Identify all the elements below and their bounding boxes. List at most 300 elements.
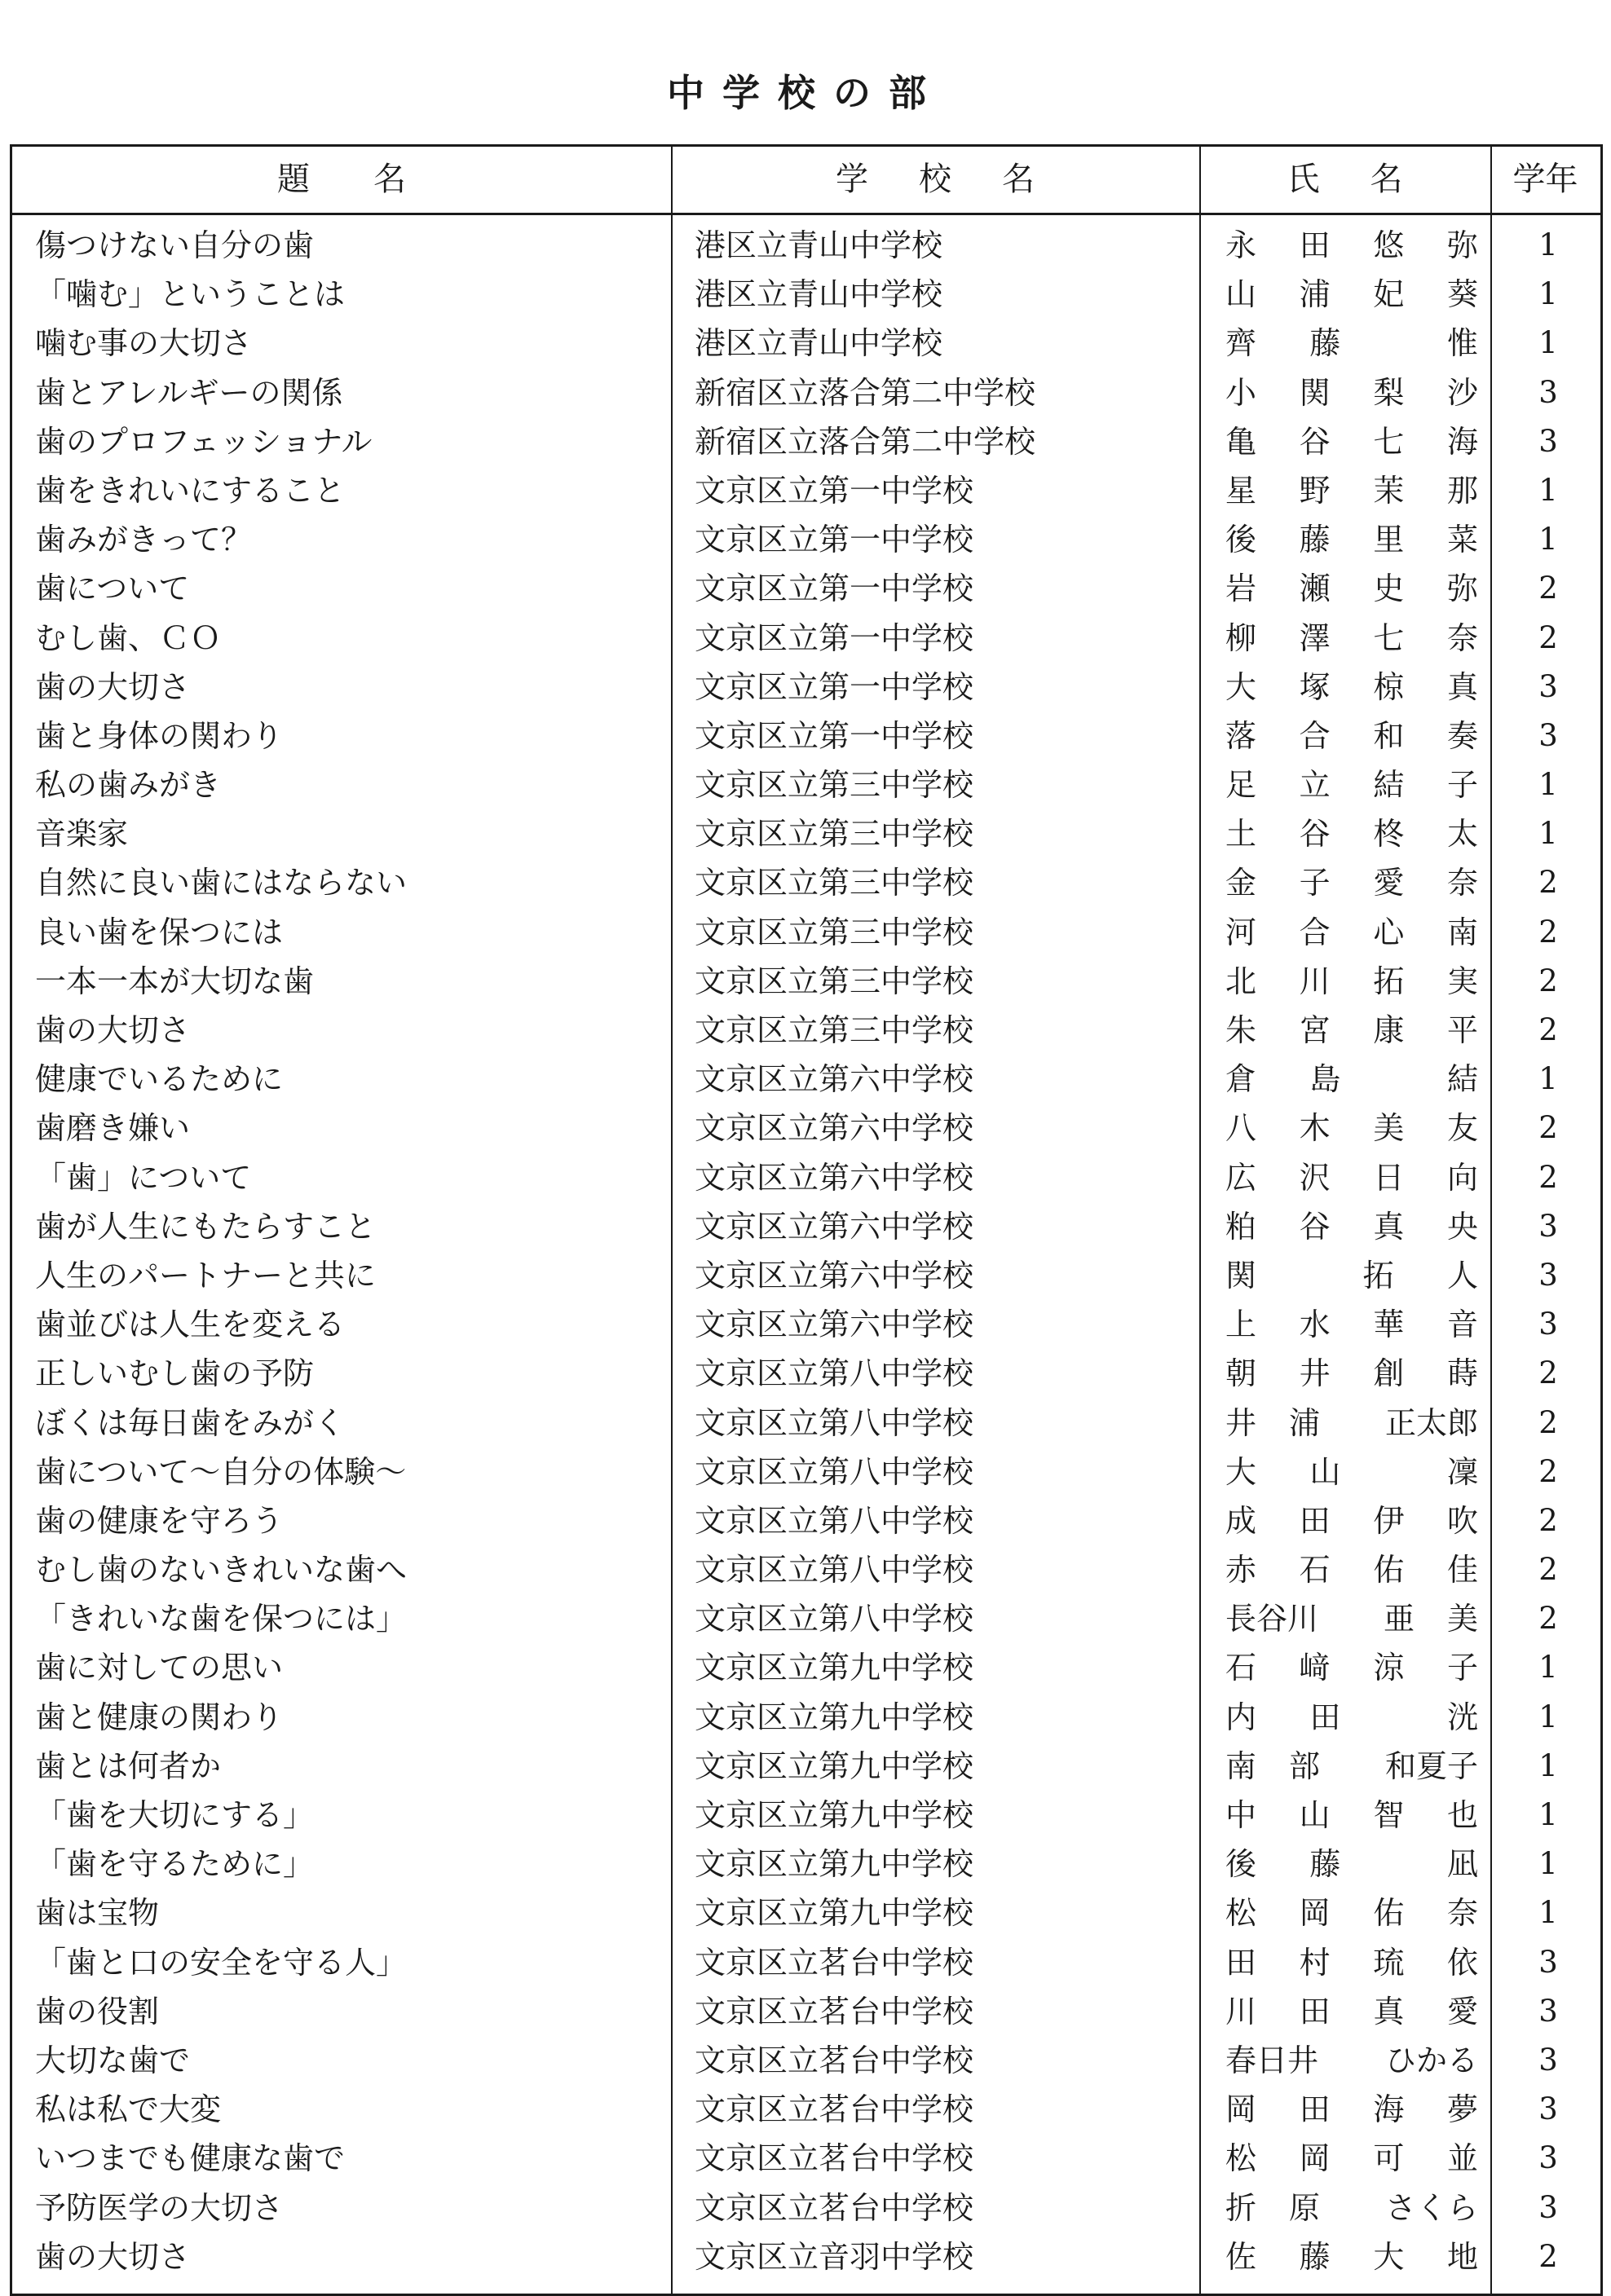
name-part: 正太郎 [1384, 1404, 1478, 1441]
name-part: 朱 [1225, 1012, 1257, 1048]
name-part: 田 [1309, 1699, 1341, 1735]
school-name: 文京区立第六中学校 [695, 1061, 974, 1098]
name-part: 弥 [1446, 227, 1478, 263]
header-school: 学校名 [836, 161, 1085, 198]
name-part: 谷 [1299, 816, 1331, 853]
name-part: 齊 [1225, 325, 1257, 362]
name-part: 松 [1225, 2140, 1257, 2177]
student-name [1225, 1153, 1486, 1202]
name-part: 華 [1373, 1307, 1405, 1343]
entry-title: 歯の健康を守ろう [35, 1502, 284, 1539]
entry-title: 「歯と口の安全を守る人」 [35, 1944, 408, 1981]
grade: 1 [1538, 472, 1558, 508]
name-part: 野 [1299, 472, 1331, 509]
school-name: 文京区立第三中学校 [695, 816, 974, 853]
grade: 2 [1538, 1012, 1558, 1047]
name-part: 田 [1225, 1944, 1257, 1981]
name-part: 倉 [1225, 1061, 1257, 1098]
entry-title: 歯について～自分の体験～ [35, 1453, 407, 1490]
grade: 1 [1538, 1797, 1558, 1832]
school-name: 文京区立第九中学校 [695, 1797, 974, 1833]
name-part: 佳 [1446, 1552, 1478, 1589]
name-part: 立 [1299, 767, 1331, 804]
school-name: 文京区立第八中学校 [695, 1502, 974, 1539]
name-part: 美 [1446, 1601, 1478, 1637]
entry-title: 歯と健康の関わり [35, 1699, 284, 1735]
name-part: 原 [1289, 2189, 1321, 2226]
table-row [12, 1202, 1600, 1251]
school-name: 文京区立第一中学校 [695, 668, 974, 705]
name-part: 洸 [1446, 1699, 1478, 1735]
student-name [1225, 2134, 1486, 2183]
table-row [12, 1153, 1600, 1202]
grade: 2 [1538, 1110, 1558, 1146]
school-name: 文京区立第一中学校 [695, 619, 974, 656]
name-part: 合 [1299, 914, 1331, 950]
name-part: 奏 [1446, 717, 1478, 754]
school-name: 文京区立第八中学校 [695, 1552, 974, 1589]
student-name [1225, 1840, 1486, 1888]
header-title: 題名 [277, 161, 470, 198]
name-part: 川 [1299, 963, 1331, 999]
grade: 1 [1538, 1061, 1558, 1097]
grade: 3 [1538, 374, 1558, 410]
grade: 1 [1538, 325, 1558, 361]
name-part: 和 [1373, 717, 1405, 754]
name-part: 向 [1446, 1159, 1478, 1196]
name-part: 合 [1299, 717, 1331, 754]
name-part: 土 [1225, 816, 1257, 853]
table-row [12, 1888, 1600, 1937]
name-part: 﨑 [1299, 1650, 1331, 1686]
entry-title: 歯の大切さ [35, 2238, 191, 2275]
student-name [1225, 1349, 1486, 1398]
name-part: 島 [1309, 1061, 1341, 1098]
school-name: 文京区立音羽中学校 [695, 2238, 974, 2275]
entry-title: 噛む事の大切さ [35, 325, 253, 362]
school-name: 文京区立第九中学校 [695, 1699, 974, 1735]
entry-title: 正しいむし歯の予防 [35, 1355, 315, 1392]
student-name [1225, 1594, 1486, 1643]
name-part: 実 [1446, 963, 1478, 999]
name-part: 奈 [1446, 1895, 1478, 1932]
student-name [1225, 221, 1486, 270]
school-name: 文京区立第三中学校 [695, 1012, 974, 1048]
school-name: 文京区立第八中学校 [695, 1355, 974, 1392]
entry-title: 歯は宝物 [35, 1895, 160, 1932]
grade: 1 [1538, 227, 1558, 262]
table-row [12, 1448, 1600, 1496]
grade: 3 [1538, 2189, 1558, 2225]
name-part: 石 [1299, 1552, 1331, 1589]
grade: 3 [1538, 1993, 1558, 2029]
name-part: 山 [1299, 1797, 1331, 1833]
name-part: 愛 [1373, 865, 1405, 901]
school-name: 文京区立第九中学校 [695, 1650, 974, 1686]
name-part: 奈 [1446, 619, 1478, 656]
student-name [1225, 368, 1486, 417]
entry-title: 一本一本が大切な歯 [35, 963, 315, 999]
school-name: 文京区立第三中学校 [695, 767, 974, 804]
name-part: 依 [1446, 1944, 1478, 1981]
entry-title: 歯とは何者か [35, 1747, 222, 1784]
entry-title: 歯磨き嫌い [35, 1110, 191, 1147]
name-part: 地 [1446, 2238, 1478, 2275]
student-name [1225, 1251, 1486, 1300]
table-row [12, 858, 1600, 907]
name-part: 広 [1225, 1159, 1257, 1196]
name-part: 結 [1446, 1061, 1478, 1098]
name-part: 七 [1373, 423, 1405, 460]
name-part: 弥 [1446, 571, 1478, 607]
grade: 1 [1538, 1846, 1558, 1882]
student-name [1225, 1693, 1486, 1742]
name-part: 田 [1299, 1502, 1331, 1539]
school-name: 文京区立茗台中学校 [695, 2189, 974, 2226]
entry-title: 私の歯みがき [35, 767, 222, 804]
school-name: 港区立青山中学校 [695, 276, 943, 313]
entry-title: 歯の役割 [35, 1993, 160, 2029]
table-row [12, 515, 1600, 564]
school-name: 文京区立第六中学校 [695, 1159, 974, 1196]
table-row [12, 1791, 1600, 1840]
name-part: 朝 [1225, 1355, 1257, 1392]
entry-title: 歯みがきって？ [35, 522, 253, 558]
name-part: 美 [1373, 1110, 1405, 1147]
name-part: 音 [1446, 1307, 1478, 1343]
grade: 1 [1538, 522, 1558, 557]
student-name [1225, 1643, 1486, 1692]
school-name: 文京区立第一中学校 [695, 717, 974, 754]
name-part: 子 [1299, 865, 1331, 901]
name-part: 海 [1373, 2091, 1405, 2128]
student-name [1225, 1987, 1486, 2036]
name-part: 日 [1373, 1159, 1405, 1196]
name-part: 岡 [1299, 2140, 1331, 2177]
name-part: 石 [1225, 1650, 1257, 1686]
name-part: 伊 [1373, 1502, 1405, 1539]
entry-title: 「きれいな歯を保つには」 [35, 1601, 408, 1637]
name-part: 子 [1446, 767, 1478, 804]
name-part: 木 [1299, 1110, 1331, 1147]
entry-title: 歯とアレルギーの関係 [35, 374, 343, 411]
table-row [12, 908, 1600, 957]
name-part: 小 [1225, 374, 1257, 411]
name-part: 椋 [1373, 668, 1405, 705]
grade: 2 [1538, 1159, 1558, 1195]
table-row [12, 1693, 1600, 1742]
name-part: 田 [1299, 227, 1331, 263]
name-part: 友 [1446, 1110, 1478, 1147]
name-part: 亀 [1225, 423, 1257, 460]
grade: 3 [1538, 668, 1558, 704]
name-part: 八 [1225, 1110, 1257, 1147]
school-name: 文京区立第三中学校 [695, 914, 974, 950]
school-name: 文京区立茗台中学校 [695, 2042, 974, 2078]
name-part: 澤 [1299, 619, 1331, 656]
name-part: 春日井 [1225, 2042, 1319, 2078]
grade: 3 [1538, 423, 1558, 459]
name-part: 谷 [1299, 1208, 1331, 1245]
name-part: 大 [1225, 668, 1257, 705]
school-name: 文京区立茗台中学校 [695, 1944, 974, 1981]
name-part: 浦 [1289, 1404, 1321, 1441]
name-part: 上 [1225, 1307, 1257, 1343]
name-part: 心 [1373, 914, 1405, 950]
school-name: 文京区立第九中学校 [695, 1846, 974, 1883]
name-part: 凪 [1446, 1846, 1478, 1883]
student-name [1225, 466, 1486, 515]
entry-title: むし歯のないきれいな歯へ [35, 1552, 408, 1589]
entry-title: 自然に良い歯にはならない [35, 865, 408, 901]
name-part: 河 [1225, 914, 1257, 950]
entry-title: 歯について [35, 571, 190, 607]
grade: 3 [1538, 1944, 1558, 1980]
name-part: 愛 [1446, 1993, 1478, 2029]
table-row [12, 1399, 1600, 1448]
entry-title: 「歯」について [35, 1159, 252, 1196]
entry-title: 音楽家 [35, 816, 129, 853]
name-part: 宮 [1299, 1012, 1331, 1048]
name-part: 成 [1225, 1502, 1257, 1539]
name-part: 涼 [1373, 1650, 1405, 1686]
name-part: 菜 [1446, 522, 1478, 558]
student-name [1225, 2085, 1486, 2134]
school-name: 文京区立第六中学校 [695, 1208, 974, 1245]
name-part: 粕 [1225, 1208, 1257, 1245]
header-grade: 学年 [1512, 161, 1578, 198]
entry-title: 歯の大切さ [35, 1012, 191, 1048]
table-row [12, 809, 1600, 858]
name-part: 沙 [1446, 374, 1478, 411]
school-name: 文京区立茗台中学校 [695, 2091, 974, 2128]
name-part: 夢 [1446, 2091, 1478, 2128]
entry-title: 歯をきれいにすること [35, 472, 346, 509]
name-part: 奈 [1446, 865, 1478, 901]
table-row [12, 1742, 1600, 1791]
entry-title: 歯が人生にもたらすこと [35, 1208, 377, 1245]
student-name [1225, 1006, 1486, 1055]
grade: 2 [1538, 1355, 1558, 1391]
name-part: 浦 [1299, 276, 1331, 313]
table-row [12, 564, 1600, 613]
grade: 3 [1538, 717, 1558, 753]
name-part: 葵 [1446, 276, 1478, 313]
table-row [12, 1594, 1600, 1643]
name-part: 央 [1446, 1208, 1478, 1245]
name-part: 村 [1299, 1944, 1331, 1981]
student-name [1225, 712, 1486, 760]
name-part: 吹 [1446, 1502, 1478, 1539]
school-name: 文京区立第六中学校 [695, 1110, 974, 1147]
table-row [12, 663, 1600, 712]
table-row [12, 368, 1600, 417]
school-name: 文京区立第一中学校 [695, 522, 974, 558]
name-part: 岡 [1299, 1895, 1331, 1932]
name-part: 真 [1373, 1208, 1405, 1245]
name-part: 大 [1373, 2238, 1405, 2275]
name-part: 岩 [1225, 571, 1257, 607]
student-name [1225, 515, 1486, 564]
entry-title: 「歯を守るために」 [35, 1846, 315, 1883]
entry-title: むし歯、ＣＯ [35, 619, 222, 656]
name-part: 後 [1225, 522, 1257, 558]
name-part: 也 [1446, 1797, 1478, 1833]
grade: 3 [1538, 1307, 1558, 1342]
name-part: 南 [1225, 1747, 1257, 1784]
name-part: 子 [1446, 1650, 1478, 1686]
name-part: 塚 [1299, 668, 1331, 705]
student-name [1225, 1448, 1486, 1496]
school-name: 文京区立第八中学校 [695, 1601, 974, 1637]
name-part: 茉 [1373, 472, 1405, 509]
table-row [12, 1545, 1600, 1594]
header-name: 氏名 [1287, 161, 1454, 198]
name-part: 井 [1225, 1404, 1257, 1441]
school-name: 文京区立第六中学校 [695, 1257, 974, 1293]
student-name [1225, 319, 1486, 368]
grade: 2 [1538, 1552, 1558, 1588]
name-part: 悠 [1373, 227, 1405, 263]
student-name [1225, 1202, 1486, 1251]
name-part: 亜 [1383, 1601, 1415, 1637]
student-name [1225, 1104, 1486, 1152]
name-part: 藤 [1309, 1846, 1341, 1883]
school-name: 文京区立第一中学校 [695, 571, 974, 607]
name-part: 足 [1225, 767, 1257, 804]
table-row [12, 614, 1600, 663]
grade: 1 [1538, 767, 1558, 803]
name-part: 後 [1225, 1846, 1257, 1883]
name-part: 梨 [1373, 374, 1405, 411]
grade: 2 [1538, 2238, 1558, 2274]
grade: 1 [1538, 276, 1558, 312]
table-row [12, 1300, 1600, 1349]
table-row [12, 2085, 1600, 2134]
school-name: 文京区立第九中学校 [695, 1895, 974, 1932]
grade: 3 [1538, 2091, 1558, 2127]
name-part: 里 [1373, 522, 1405, 558]
name-part: 赤 [1225, 1552, 1257, 1589]
table-row [12, 1006, 1600, 1055]
name-part: 岡 [1225, 2091, 1257, 2128]
table-row [12, 2036, 1600, 2085]
name-part: 藤 [1299, 2238, 1331, 2275]
student-name [1225, 614, 1486, 663]
table-row [12, 1938, 1600, 1987]
student-name [1225, 1791, 1486, 1840]
name-part: 佑 [1373, 1552, 1405, 1589]
name-part: 智 [1373, 1797, 1405, 1833]
grade: 1 [1538, 1699, 1558, 1734]
student-name [1225, 760, 1486, 809]
entry-title: 歯のプロフェッショナル [35, 423, 373, 460]
name-part: ひかる [1384, 2042, 1478, 2078]
entry-table [10, 144, 1603, 2296]
name-part: 南 [1446, 914, 1478, 950]
name-part: 水 [1299, 1307, 1331, 1343]
grade: 3 [1538, 2140, 1558, 2176]
entry-title: 歯に対しての思い [35, 1650, 284, 1686]
name-part: 内 [1225, 1699, 1257, 1735]
name-part: 平 [1446, 1012, 1478, 1048]
name-part: 田 [1299, 1993, 1331, 2029]
name-part: 部 [1289, 1747, 1321, 1784]
school-name: 文京区立第六中学校 [695, 1307, 974, 1343]
grade: 2 [1538, 619, 1558, 655]
name-part: 惟 [1446, 325, 1478, 362]
student-name [1225, 2232, 1486, 2281]
name-part: 海 [1446, 423, 1478, 460]
entry-title: 良い歯を保つには [35, 914, 284, 950]
school-name: 文京区立第九中学校 [695, 1747, 974, 1784]
grade: 2 [1538, 1502, 1558, 1538]
name-part: 川 [1225, 1993, 1257, 2029]
student-name [1225, 1888, 1486, 1937]
grade: 3 [1538, 1257, 1558, 1293]
student-name [1225, 1496, 1486, 1545]
student-name [1225, 809, 1486, 858]
name-part: 蒔 [1446, 1355, 1478, 1392]
student-name [1225, 957, 1486, 1006]
entry-title: 「歯を大切にする」 [35, 1797, 315, 1833]
name-part: 関 [1225, 1257, 1257, 1293]
name-part: 拓 [1373, 963, 1405, 999]
student-name [1225, 2184, 1486, 2232]
name-part: 柳 [1225, 619, 1257, 656]
name-part: 拓 [1362, 1257, 1394, 1293]
name-part: 太 [1446, 816, 1478, 853]
entry-title: 歯の大切さ [35, 668, 191, 705]
name-part: 金 [1225, 865, 1257, 901]
grade: 2 [1538, 1404, 1558, 1440]
grade: 1 [1538, 1650, 1558, 1686]
table-row [12, 760, 1600, 809]
page-title: 中学校の部 [667, 71, 944, 115]
student-name [1225, 1300, 1486, 1349]
school-name: 新宿区立落合第二中学校 [695, 423, 1036, 460]
table-row [12, 2184, 1600, 2232]
table-row [12, 1643, 1600, 1692]
name-part: 史 [1373, 571, 1405, 607]
grade: 3 [1538, 1208, 1558, 1244]
name-part: 真 [1446, 668, 1478, 705]
student-name [1225, 1938, 1486, 1987]
school-name: 港区立青山中学校 [695, 325, 943, 362]
entry-title: 傷つけない自分の歯 [35, 227, 315, 263]
school-name: 文京区立第三中学校 [695, 963, 974, 999]
entry-title: 歯並びは人生を変える [35, 1307, 346, 1343]
grade: 1 [1538, 1895, 1558, 1931]
school-name: 港区立青山中学校 [695, 227, 943, 263]
name-part: 星 [1225, 472, 1257, 509]
school-name: 文京区立第一中学校 [695, 472, 974, 509]
grade: 2 [1538, 1453, 1558, 1489]
entry-title: 予防医学の大切さ [35, 2189, 284, 2226]
table-row [12, 712, 1600, 760]
entry-title: 人生のパートナーと共に [35, 1257, 377, 1293]
name-part: 真 [1373, 1993, 1405, 2029]
entry-title: ぼくは毎日歯をみがく [35, 1404, 346, 1441]
name-part: 結 [1373, 767, 1405, 804]
name-part: 凜 [1446, 1453, 1478, 1490]
name-part: 佐 [1225, 2238, 1257, 2275]
student-name [1225, 270, 1486, 319]
name-part: 創 [1373, 1355, 1405, 1392]
entry-title: 健康でいるために [35, 1061, 284, 1098]
table-row [12, 957, 1600, 1006]
grade: 2 [1538, 914, 1558, 950]
